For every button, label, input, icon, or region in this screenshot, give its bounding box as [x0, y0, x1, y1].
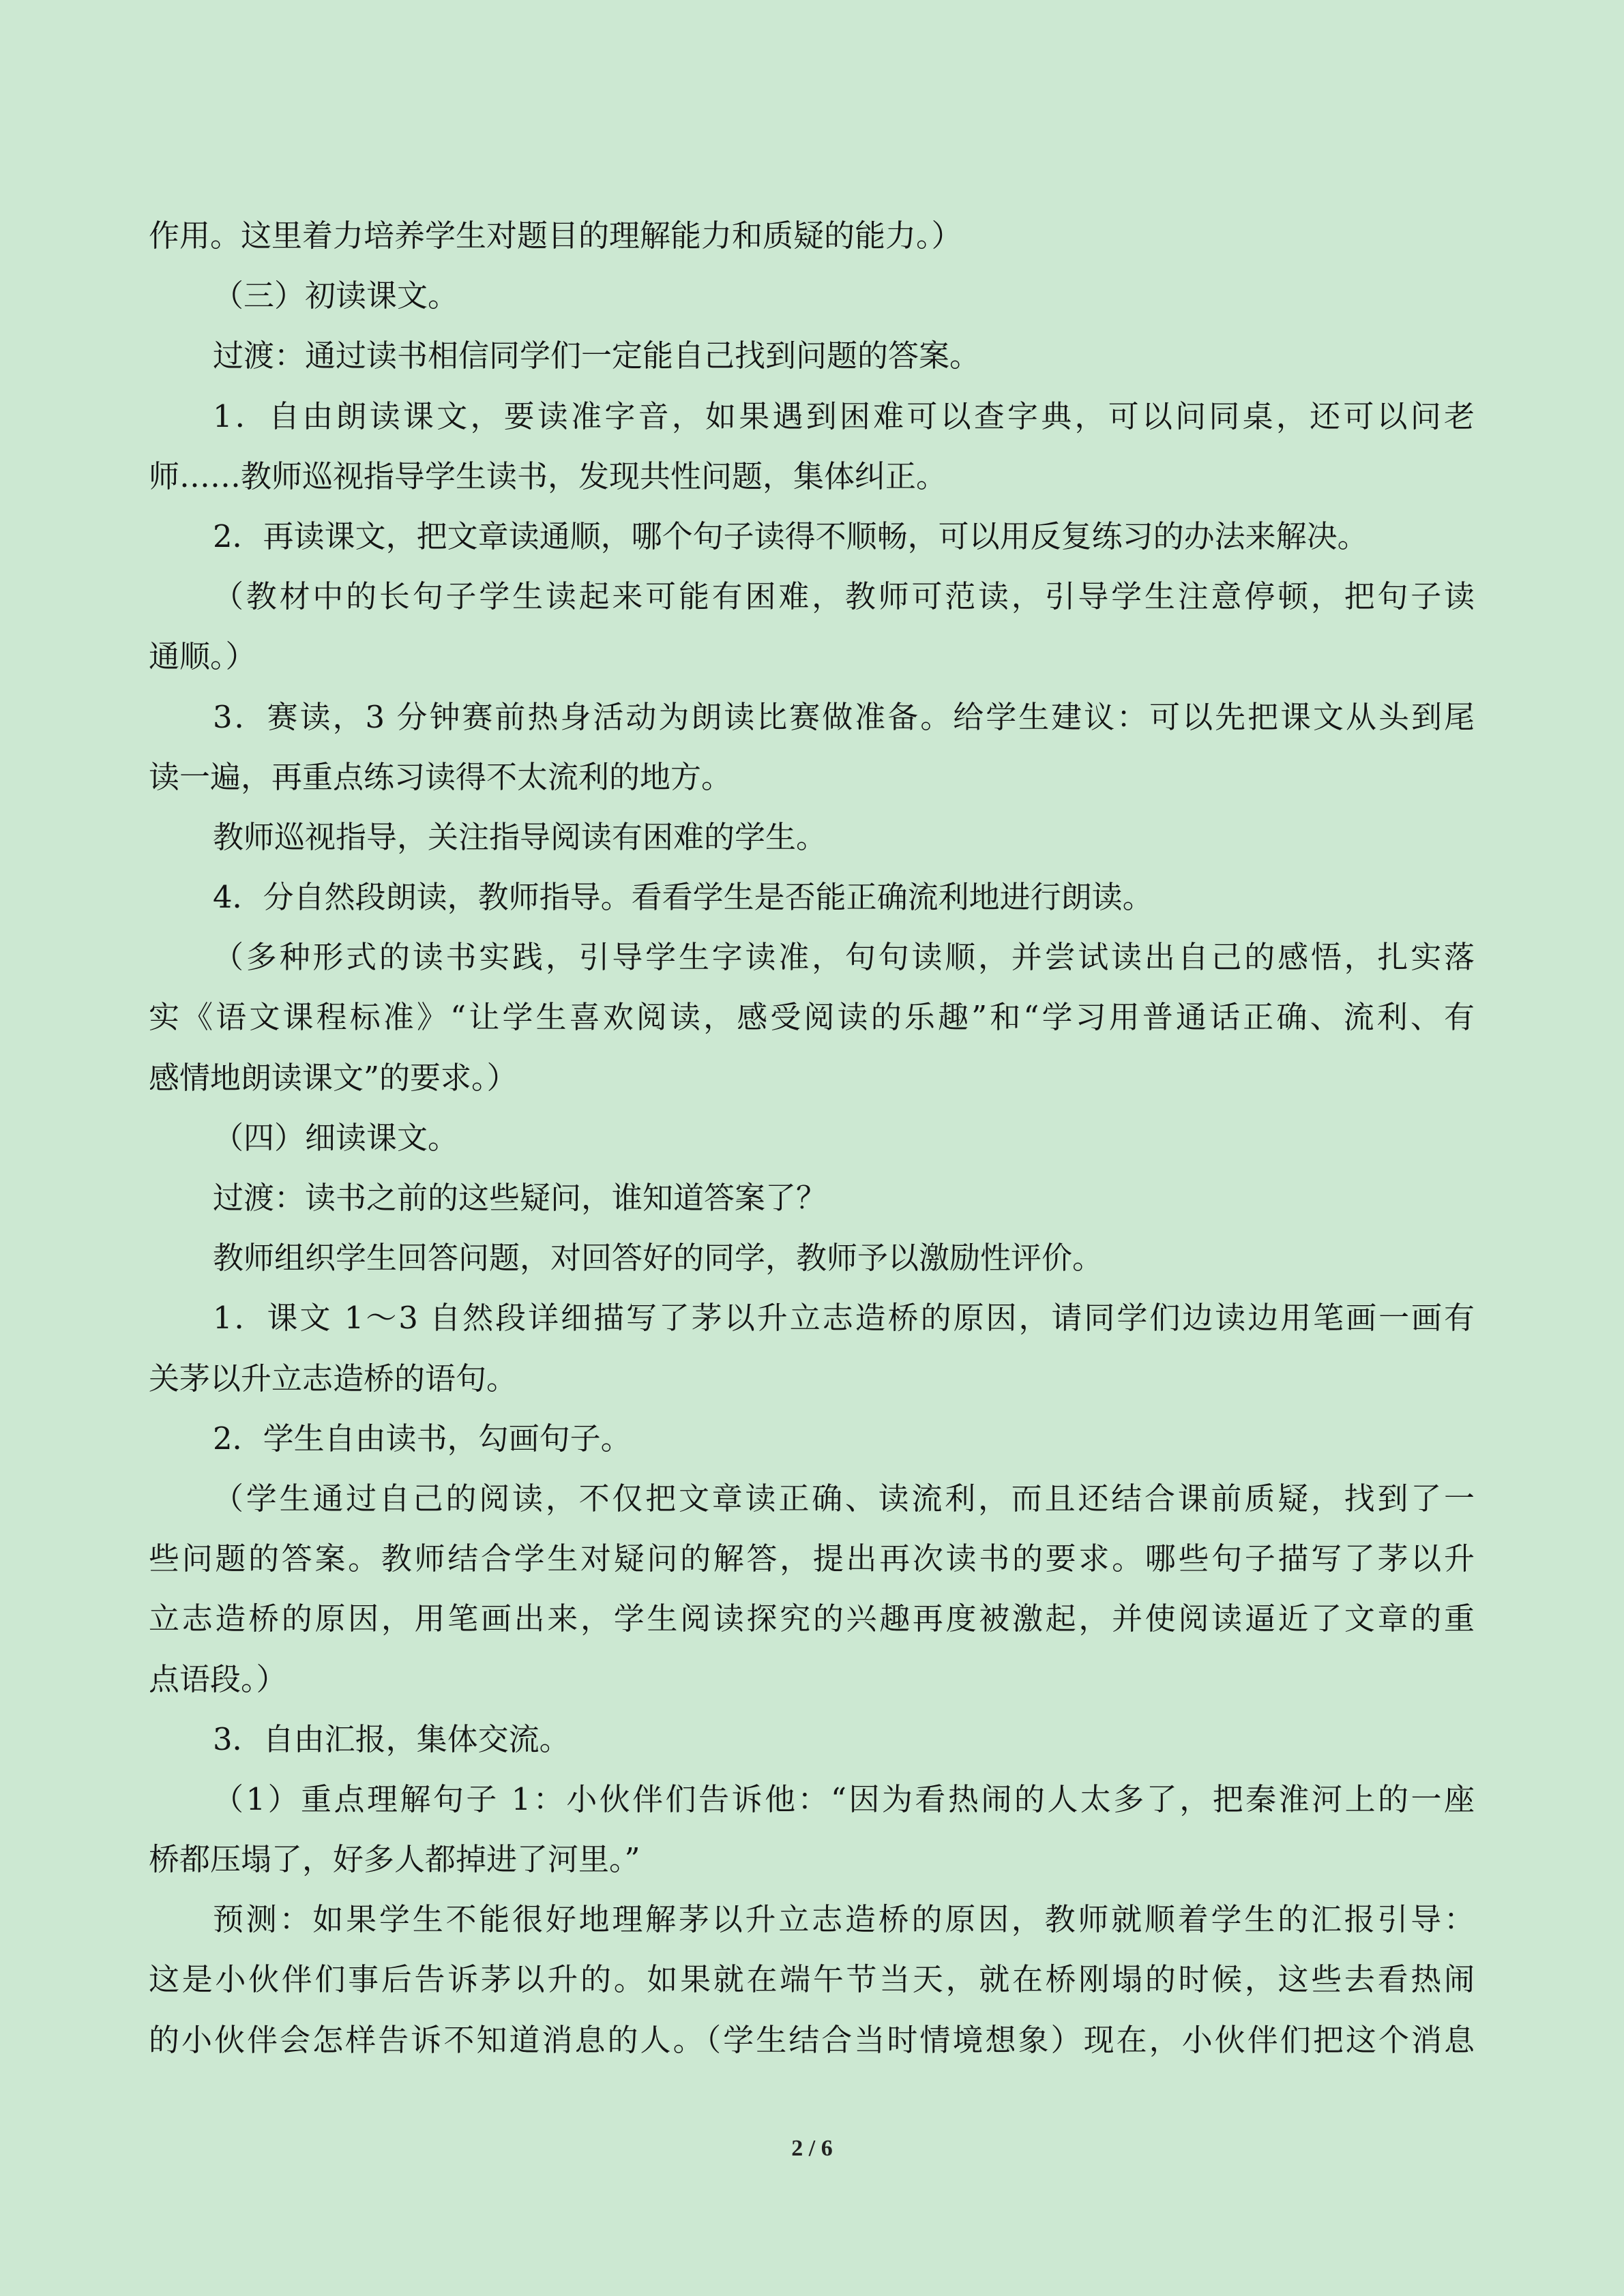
text-line: 立志造桥的原因，用笔画出来，学生阅读探究的兴趣再度被激起，并使阅读逼近了文章的重 — [149, 1600, 1475, 1637]
text-line: 1．课文 1～3 自然段详细描写了茅以升立志造桥的原因，请同学们边读边用笔画一画有 — [213, 1300, 1475, 1337]
text-line: （1）重点理解句子 1：小伙伴们告诉他：“因为看热闹的人太多了，把秦淮河上的一座 — [213, 1780, 1475, 1817]
text-line: 3．自由汇报，集体交流。 — [213, 1720, 570, 1757]
text-line: 教师巡视指导，关注指导阅读有困难的学生。 — [213, 818, 827, 855]
text-line: 4．分自然段朗读，教师指导。看看学生是否能正确流利地进行朗读。 — [213, 879, 1153, 916]
text-line: 作用。这里着力培养学生对题目的理解能力和质疑的能力。） — [149, 218, 962, 254]
text-line: 3．赛读，3 分钟赛前热身活动为朗读比赛做准备。给学生建议：可以先把课文从头到尾 — [213, 698, 1475, 735]
text-line: 过渡：读书之前的这些疑问，谁知道答案了？ — [213, 1180, 827, 1216]
text-line: 过渡：通过读书相信同学们一定能自己找到问题的答案。 — [213, 338, 981, 374]
text-line: 这是小伙伴们事后告诉茅以升的。如果就在端午节当天，就在桥刚塌的时候，这些去看热闹 — [149, 1961, 1475, 1998]
text-line: 1．自由朗读课文，要读准字音，如果遇到困难可以查字典，可以问同桌，还可以问老 — [213, 398, 1475, 434]
text-line: 师……教师巡视指导学生读书，发现共性问题，集体纠正。 — [149, 458, 947, 494]
text-line: 2．再读课文，把文章读通顺，哪个句子读得不顺畅，可以用反复练习的办法来解决。 — [213, 518, 1368, 554]
text-line: （四）细读课文。 — [213, 1119, 459, 1156]
text-line: 实《语文课程标准》“让学生喜欢阅读，感受阅读的乐趣”和“学习用普通话正确、流利、有 — [149, 999, 1475, 1036]
text-line: （教材中的长句子学生读起来可能有困难，教师可范读，引导学生注意停顿，把句子读 — [213, 578, 1475, 615]
text-line: （多种形式的读书实践，引导学生字读准，句句读顺，并尝试读出自己的感悟，扎实落 — [213, 939, 1475, 976]
text-line: 预测：如果学生不能很好地理解茅以升立志造桥的原因，教师就顺着学生的汇报引导： — [213, 1901, 1475, 1938]
document-body — [149, 206, 1475, 2070]
text-line: 点语段。） — [149, 1660, 287, 1697]
text-line: 感情地朗读课文”的要求。） — [149, 1059, 518, 1096]
text-line: （学生通过自己的阅读，不仅把文章读正确、读流利，而且还结合课前质疑，找到了一 — [213, 1480, 1475, 1517]
text-line: 通顺。） — [149, 638, 256, 675]
text-line: （三）初读课文。 — [213, 278, 459, 314]
text-line: 些问题的答案。教师结合学生对疑问的解答，提出再次读书的要求。哪些句子描写了茅以升 — [149, 1540, 1475, 1577]
text-line: 读一遍，再重点练习读得不太流利的地方。 — [149, 758, 733, 795]
text-line: 2．学生自由读书，勾画句子。 — [213, 1420, 632, 1457]
text-line: 的小伙伴会怎样告诉不知道消息的人。（学生结合当时情境想象）现在，小伙伴们把这个消息 — [149, 2021, 1475, 2058]
text-line: 桥都压塌了，好多人都掉进了河里。” — [149, 1841, 640, 1878]
text-line: 关茅以升立志造桥的语句。 — [149, 1360, 518, 1397]
text-line: 教师组织学生回答问题，对回答好的同学，教师予以激励性评价。 — [213, 1240, 1104, 1277]
page-number: 2 / 6 — [791, 2136, 833, 2161]
